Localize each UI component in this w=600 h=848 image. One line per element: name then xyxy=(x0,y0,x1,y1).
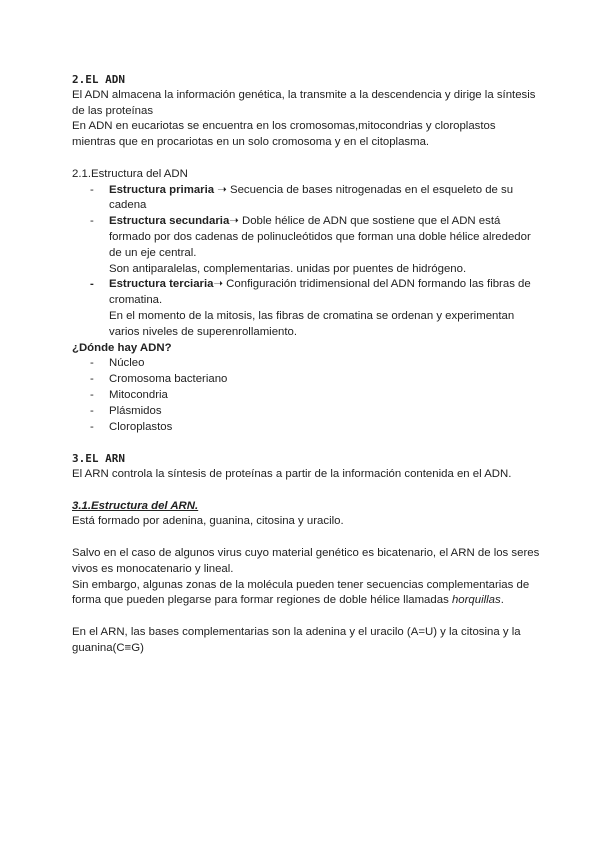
where-list xyxy=(72,356,542,435)
subsection-heading-adn-structure: 2.1.Estructura del ADN xyxy=(72,167,188,180)
document-page xyxy=(72,72,542,656)
term: Estructura primaria xyxy=(109,183,215,196)
list-item xyxy=(72,277,542,340)
dash-bullet: - xyxy=(90,388,94,401)
paragraph-arn-bases: Está formado por adenina, guanina, citosina y uracilo. xyxy=(72,515,344,528)
dash-bullet: - xyxy=(90,278,94,291)
definition: Doble hélice de ADN que sostiene que el ADN está formado por dos cadenas de polinucleótidos que forman una doble hélice alrededor de un eje central. xyxy=(109,215,531,259)
structure-list xyxy=(72,183,542,341)
dash-bullet: - xyxy=(90,420,94,433)
paragraph-adn-location: En ADN en eucariotas se encuentra en los cromosomas,mitocondrias y cloroplastos mientras que en procariotas en un solo cromosoma y en el citoplasma. xyxy=(72,120,496,149)
subsection-heading-arn-structure: 3.1.Estructura del ARN. xyxy=(72,499,199,512)
definition-extra: En el momento de la mitosis, las fibras de cromatina se ordenan y experimentan varios niveles de superenrollamiento. xyxy=(109,309,515,338)
list-item xyxy=(72,214,542,277)
arrow-icon: ➝ xyxy=(213,278,224,291)
dash-bullet: - xyxy=(90,373,94,386)
arrow-icon: ➝ xyxy=(229,215,239,228)
section-heading-adn: 2.EL ADN xyxy=(72,73,125,86)
dash-bullet: - xyxy=(90,404,94,417)
section-heading-arn: 3.EL ARN xyxy=(72,452,125,466)
term: Estructura terciaria xyxy=(109,278,214,291)
list-item: - Cloroplastos xyxy=(72,420,542,436)
dash-bullet: - xyxy=(90,183,94,196)
arrow-icon: ➝ xyxy=(217,183,227,196)
list-item: - Núcleo xyxy=(72,356,542,372)
paragraph-adn-function: El ADN almacena la información genética, la transmite a la descendencia y dirige la síntesis de las proteínas xyxy=(72,88,536,117)
paragraph-arn-function: El ARN controla la síntesis de proteínas a partir de la información contenida en el ADN. xyxy=(72,467,512,480)
list-item: - Plásmidos xyxy=(72,404,542,420)
definition: Secuencia de bases nitrogenadas en el esqueleto de su cadena xyxy=(109,183,514,212)
list-item xyxy=(72,183,542,215)
definition-extra: Son antiparalelas, complementarias. unidas por puentes de hidrógeno. xyxy=(109,262,467,275)
paragraph-complementary-bases: En el ARN, las bases complementarias son la adenina y el uracilo (A=U) y la citosina y la guanina(C≡G) xyxy=(72,625,521,654)
paragraph-arn-hairpins: Sin embargo, algunas zonas de la molécula pueden tener secuencias complementarias de forma que pueden plegarse para formar regiones de doble hélice llamadas horquillas. xyxy=(72,578,530,607)
list-item: - Cromosoma bacteriano xyxy=(72,372,542,388)
term: Estructura secundaria xyxy=(109,215,230,228)
dash-bullet: - xyxy=(90,215,94,228)
question-heading-where-adn: ¿Dónde hay ADN? xyxy=(72,341,172,354)
term-horquillas: horquillas xyxy=(451,594,501,607)
paragraph-arn-monocatenary: Salvo en el caso de algunos virus cuyo material genético es bicatenario, el ARN de los seres vivos es monocatenario y lineal. xyxy=(72,546,540,575)
dash-bullet: - xyxy=(90,357,94,370)
definition: Configuración tridimensional del ADN formando las fibras de cromatina. xyxy=(109,278,531,307)
list-item: - Mitocondria xyxy=(72,388,542,404)
